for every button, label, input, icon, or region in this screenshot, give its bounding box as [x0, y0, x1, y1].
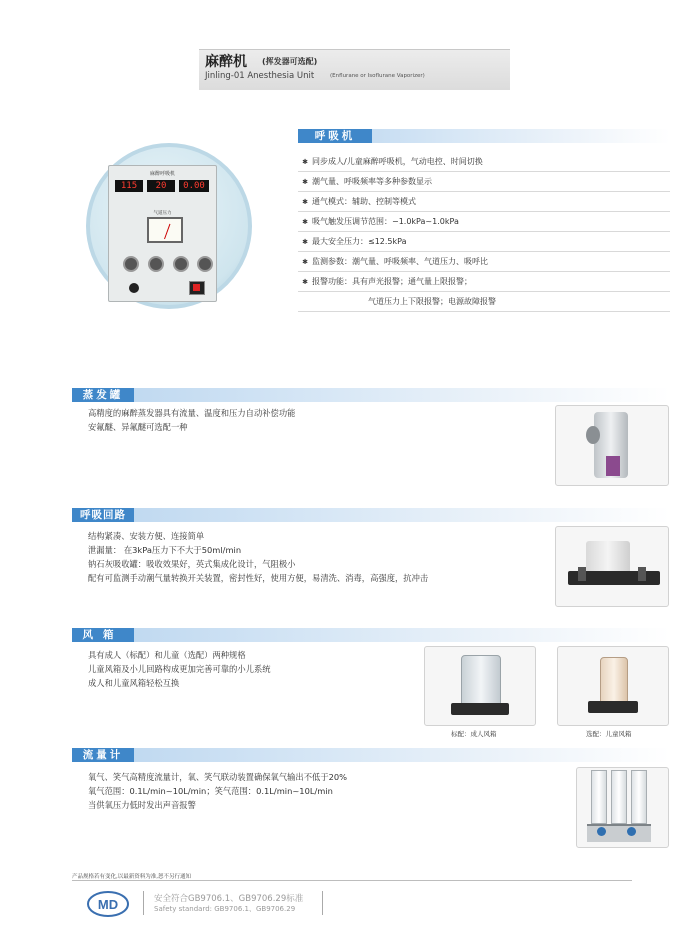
text-line: 氧气范围：0.1L/min~10L/min；笑气范围：0.1L/min~10L/min: [88, 786, 333, 796]
star-bullet-icon: ✱: [302, 278, 308, 286]
adult-bellows-caption: 标配：成人风箱: [451, 730, 497, 738]
star-bullet-icon: ✱: [302, 158, 308, 166]
list-item: [298, 212, 670, 232]
list-item: [298, 252, 670, 272]
list-item-continued: 气道压力上下限报警；电源故障报警: [298, 292, 670, 312]
flowmeter-photo: [576, 767, 669, 848]
knob-icon: [123, 256, 139, 272]
text-line: 钠石灰吸收罐：吸收效果好，英式集成化设计，气阻极小: [88, 559, 296, 569]
page-title-en-note: (Enflurane or Isoflurane Vaporizer): [330, 73, 425, 79]
child-bellows-photo: [557, 646, 669, 726]
section-bar-flowmeter: [72, 748, 670, 762]
footer-separator: [143, 891, 144, 915]
section-bar-vaporizer: [72, 388, 670, 402]
footer-divider: [72, 880, 632, 881]
logo-text: MD: [97, 897, 119, 912]
text-line: 具有成人（标配）和儿童（选配）两种规格: [88, 650, 246, 660]
feature-text: 最大安全压力：≤12.5kPa: [312, 237, 407, 246]
text-line: 配有可监测手动潮气量转换开关装置，密封性好，使用方便，易清洗、消毒，高强度，抗冲击: [88, 573, 429, 583]
breathing-circuit-photo: [555, 526, 669, 607]
company-logo: [86, 890, 130, 918]
text-line: 氧气、笑气高精度流量计，氧、笑气联动装置确保氧气输出不低于20%: [88, 772, 348, 782]
list-item: [298, 172, 670, 192]
knob-icon: [148, 256, 164, 272]
feature-text: 同步成人/儿童麻醉呼吸机，气动电控、时间切换: [312, 157, 483, 166]
panel-display-2: 20: [147, 180, 175, 192]
standard-en: Safety standard: GB9706.1、GB9706.29: [154, 905, 296, 913]
list-item: [298, 152, 670, 172]
pressure-gauge-icon: [147, 217, 183, 243]
footer-separator: [322, 891, 323, 915]
section-tab-breathing: 呼吸机: [298, 129, 372, 143]
flowmeter-description: [88, 770, 347, 812]
feature-text: 监测参数：潮气量、呼吸频率、气道压力、吸呼比: [312, 257, 488, 266]
ventilator-panel: [108, 165, 217, 302]
standard-cn: 安全符合GB9706.1、GB9706.29标准: [154, 894, 304, 904]
feature-text: 潮气量、呼吸频率等多种参数显示: [312, 177, 432, 186]
text-line: 高精度的麻醉蒸发器具有流量、温度和压力自动补偿功能: [88, 408, 296, 418]
page-title: 麻醉机: [205, 54, 247, 70]
knob-icon: [173, 256, 189, 272]
star-bullet-icon: ✱: [302, 258, 308, 266]
text-line: 泄漏量： 在3kPa压力下不大于50ml/min: [88, 545, 242, 555]
text-line: 安氟醚、异氟醚可选配一种: [88, 422, 188, 432]
panel-display-1: 115: [115, 180, 143, 192]
page-title-note: (挥发器可选配): [262, 57, 318, 66]
text-line: 成人和儿童风箱轻松互换: [88, 678, 180, 688]
list-item: [298, 192, 670, 212]
star-bullet-icon: ✱: [302, 238, 308, 246]
star-bullet-icon: ✱: [302, 178, 308, 186]
section-tab-flowmeter: 流量计: [72, 748, 134, 762]
star-bullet-icon: ✱: [302, 218, 308, 226]
list-item: [298, 272, 670, 292]
section-bar-circuit: [72, 508, 670, 522]
bellows-description: [88, 648, 271, 690]
section-bar-bellows: [72, 628, 670, 642]
adult-bellows-photo: [424, 646, 536, 726]
text-line: 结构紧凑、安装方便、连接简单: [88, 531, 205, 541]
text-line: 儿童风箱及小儿回路构成更加完善可靠的小儿系统: [88, 664, 271, 674]
page-title-en: Jinling-01 Anesthesia Unit: [205, 71, 315, 81]
vaporizer-photo: [555, 405, 669, 486]
feature-list: [298, 152, 670, 312]
list-item: [298, 232, 670, 252]
section-tab-vaporizer: 蒸发罐: [72, 388, 134, 402]
vaporizer-description: [88, 406, 295, 434]
footer-note: 产品规格若有变化,以最新资料为准,恕不另行通知: [72, 874, 191, 880]
panel-label: 麻醉呼吸机: [149, 171, 175, 177]
star-bullet-icon: ✱: [302, 198, 308, 206]
feature-text: 吸气触发压调节范围：−1.0kPa~1.0kPa: [312, 217, 459, 226]
child-bellows-caption: 选配：儿童风箱: [586, 730, 632, 738]
section-tab-circuit: 呼吸回路: [72, 508, 134, 522]
knob-icon: [197, 256, 213, 272]
section-tab-bellows: 风箱: [72, 628, 134, 642]
gauge-label: 气道压力: [153, 211, 172, 216]
dial-icon: [129, 283, 139, 293]
power-switch-icon: [189, 281, 205, 295]
feature-text: 通气模式：辅助、控制等模式: [312, 197, 416, 206]
circuit-description: [88, 529, 428, 585]
feature-text: 报警功能：具有声光报警；通气量上限报警；: [312, 277, 472, 286]
text-line: 当供氧压力低时发出声音报警: [88, 800, 196, 810]
panel-display-3: 0.00: [179, 180, 209, 192]
